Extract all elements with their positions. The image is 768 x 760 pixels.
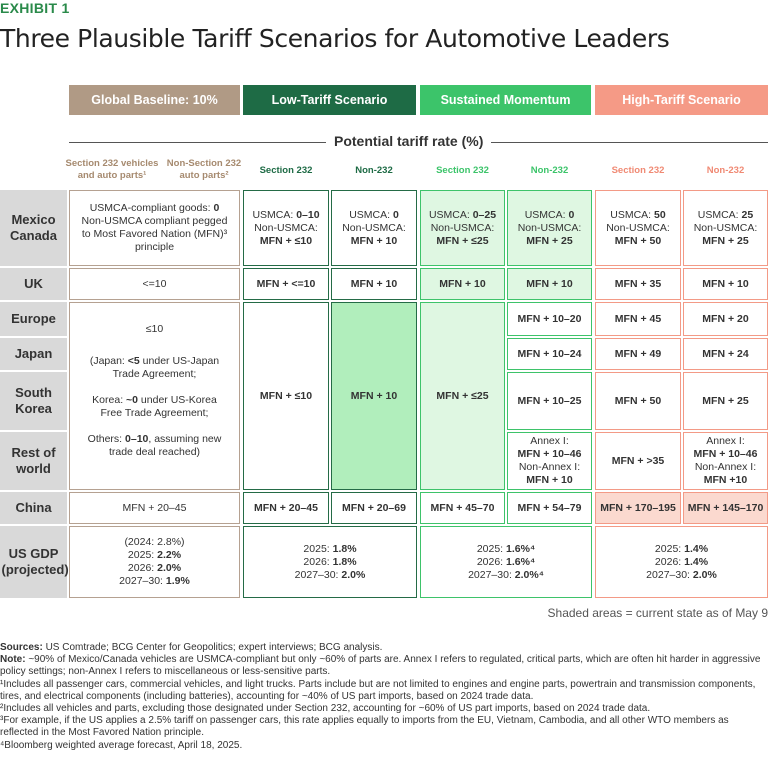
footnotes	[0, 642, 768, 752]
text: 2025:	[303, 542, 333, 555]
tariff-rate-heading: Potential tariff rate (%)	[326, 133, 491, 149]
sus-non232-china-cell: MFN + 54–79	[507, 492, 592, 524]
note-label: Note:	[0, 654, 26, 666]
text: 2027–30:	[119, 575, 166, 587]
row-label-mexico-canada	[0, 190, 67, 266]
line: Non-USMCA:	[430, 221, 495, 234]
sus-232-china-cell: MFN + 45–70	[420, 492, 505, 524]
low-232-uk-cell: MFN + <=10	[243, 268, 329, 300]
value: 1.9%	[165, 575, 190, 587]
value: MFN + 10–46	[517, 448, 582, 460]
text: 2027–30:	[468, 568, 515, 581]
gdp-2025	[477, 543, 535, 556]
text: USMCA:	[252, 208, 297, 221]
scenario-sustained-header: Sustained Momentum	[420, 85, 591, 115]
gdp-2025	[128, 549, 181, 562]
value: ~0	[126, 394, 139, 406]
high-non232-mexico-cell	[683, 190, 768, 266]
gdp-2027-30	[119, 575, 190, 588]
gdp-2027-30	[468, 569, 544, 582]
low-232-china-cell: MFN + 20–45	[243, 492, 329, 524]
low-non232-mexico-cell	[331, 190, 417, 266]
line: Non-USMCA:	[342, 221, 406, 234]
gdp-2026	[303, 556, 356, 569]
value: 50	[654, 208, 666, 221]
row-label-china: China	[0, 492, 67, 524]
text: USMCA:	[349, 208, 393, 221]
gdp-2026	[655, 556, 708, 569]
scenario-low-header: Low-Tariff Scenario	[243, 85, 416, 115]
sus-gdp-cell	[420, 526, 592, 598]
line: Non-Annex I:	[518, 461, 581, 473]
sus-non232-uk-cell: MFN + 10	[507, 268, 592, 300]
note-line	[0, 654, 768, 678]
value: 1.4%	[684, 555, 709, 568]
high-232-korea-cell: MFN + 50	[595, 372, 681, 430]
line: Non-USMCA:	[693, 221, 758, 234]
col-low-non232: Non-232	[355, 165, 393, 176]
line	[252, 209, 319, 222]
high-non232-korea-cell: MFN + 25	[683, 372, 768, 430]
high-232-europe-cell: MFN + 45	[595, 302, 681, 336]
text: (Japan:	[89, 355, 128, 367]
value: MFN + 50	[614, 234, 662, 247]
text: USMCA-compliant goods:	[89, 202, 214, 214]
row-label-uk: UK	[0, 268, 67, 300]
low-232-other-cell: MFN + ≤10	[243, 302, 329, 490]
text: USMCA:	[524, 208, 569, 221]
row-label-us-gdp	[0, 526, 67, 598]
value: MFN + 10	[526, 474, 573, 486]
sus-non232-korea-cell: MFN + 10–25	[507, 372, 592, 430]
text: 2025:	[127, 549, 158, 561]
high-non232-rest-cell	[683, 432, 768, 490]
text: 2026:	[127, 562, 158, 574]
gdp-2026	[128, 562, 181, 575]
text: USMCA:	[610, 208, 655, 221]
value: MFN + ≤25	[436, 234, 489, 247]
footnote-4: ⁴Bloomberg weighted average forecast, April 18, 2025.	[0, 739, 243, 751]
baseline-korea-note	[90, 394, 220, 420]
line	[349, 209, 399, 222]
text: 2027–30:	[646, 568, 693, 581]
row-label-rest-of-world	[0, 432, 67, 490]
baseline-gdp-cell	[69, 526, 240, 598]
exhibit-label: EXHIBIT 1	[0, 0, 70, 16]
line: Non-USMCA:	[606, 221, 670, 234]
value: 0	[392, 208, 399, 221]
baseline-mexico-line1	[90, 202, 220, 215]
text: , assuming new trade deal reached)	[108, 433, 222, 458]
value: 25	[741, 208, 754, 221]
value: 0	[568, 208, 575, 221]
line: Annex I:	[530, 435, 569, 447]
page-title: Three Plausible Tariff Scenarios for Automotive Leaders	[0, 24, 670, 53]
col-high-non232: Non-232	[706, 165, 745, 176]
text: under US-Japan Trade Agreement;	[112, 355, 220, 380]
col-high-232: Section 232	[611, 165, 665, 176]
high-232-rest-cell: MFN + >35	[595, 432, 681, 490]
row-label-text: South Korea	[15, 385, 52, 416]
col-sus-232: Section 232	[436, 165, 489, 176]
sources-label: Sources:	[0, 642, 43, 653]
text: 2026:	[654, 555, 685, 568]
value: 1.6%⁴	[506, 555, 536, 568]
text: Others:	[87, 433, 126, 445]
sus-non232-europe-cell: MFN + 10–20	[507, 302, 592, 336]
value: 1.8%	[332, 555, 357, 568]
value: 2.0%	[341, 568, 366, 581]
gdp-2027-30	[646, 569, 717, 582]
value: 2.0%⁴	[514, 568, 544, 581]
text: 2025:	[476, 542, 507, 555]
sus-232-uk-cell: MFN + 10	[420, 268, 505, 300]
high-232-uk-cell: MFN + 35	[595, 268, 681, 300]
text: under US-Korea Free Trade Agreement;	[100, 394, 217, 419]
low-232-mexico-cell	[243, 190, 329, 266]
low-non232-china-cell: MFN + 20–69	[331, 492, 417, 524]
value: 0–10	[296, 208, 320, 221]
line: Annex I:	[706, 435, 745, 447]
text: USMCA:	[428, 208, 473, 221]
shade-note: Shaded areas = current state as of May 9	[547, 606, 768, 620]
gdp-2024: (2024: 2.8%)	[124, 536, 185, 548]
value: 2.0%	[692, 568, 717, 581]
line	[525, 209, 575, 222]
value: 1.6%⁴	[506, 542, 536, 555]
col-sus-non232: Non-232	[530, 165, 569, 176]
value: 1.8%	[332, 542, 357, 555]
row-label-text: Mexico Canada	[10, 212, 57, 243]
value: MFN + ≤10	[259, 234, 313, 247]
text: Korea:	[92, 394, 127, 406]
value: MFN + 10–46	[693, 448, 758, 460]
baseline-mexico-cell	[69, 190, 240, 266]
low-non232-uk-cell: MFN + 10	[331, 268, 417, 300]
text: 2026:	[303, 555, 333, 568]
high-232-mexico-cell	[595, 190, 681, 266]
high-non232-japan-cell: MFN + 24	[683, 338, 768, 370]
high-non232-uk-cell: MFN + 10	[683, 268, 768, 300]
line: Non-USMCA:	[517, 221, 582, 234]
text: 2027–30:	[294, 568, 342, 581]
high-non232-china-cell: MFN + 145–170	[683, 492, 768, 524]
value: 1.4%	[684, 542, 709, 555]
scenario-high-header: High-Tariff Scenario	[595, 85, 768, 115]
footnote-1: ¹Includes all passenger cars, commercial vehicles, and light trucks. Parts include but are not limited to engines and engine parts, powertrain and transmission components, tires, and electrical components (including batteries), accounting for ~40% of US part imports, based on 2024 trade data.	[0, 678, 756, 702]
sus-232-other-cell: MFN + ≤25	[420, 302, 505, 490]
line	[610, 209, 665, 222]
baseline-other-cell	[69, 302, 240, 490]
high-232-japan-cell: MFN + 49	[595, 338, 681, 370]
baseline-mexico-line2: Non-USMCA compliant pegged to Most Favored Nation (MFN)³ principle	[81, 215, 228, 253]
baseline-china-cell: MFN + 20–45	[69, 492, 240, 524]
value: MFN + 25	[526, 234, 573, 247]
low-gdp-cell	[243, 526, 417, 598]
gdp-2025	[303, 543, 356, 556]
high-232-china-cell: MFN + 170–195	[595, 492, 681, 524]
row-label-europe: Europe	[0, 302, 67, 336]
sus-232-mexico-cell	[420, 190, 505, 266]
value: MFN + 25	[702, 234, 749, 247]
text: USMCA:	[697, 208, 742, 221]
sus-non232-mexico-cell	[507, 190, 592, 266]
value: <5	[127, 355, 140, 367]
sus-non232-japan-cell: MFN + 10–24	[507, 338, 592, 370]
row-label-south-korea	[0, 372, 67, 430]
baseline-other-top: ≤10	[145, 323, 164, 335]
text: 2026:	[476, 555, 507, 568]
line: Non-Annex I:	[694, 461, 757, 473]
gdp-2027-30	[295, 569, 366, 582]
baseline-others-note	[80, 433, 230, 459]
low-non232-other-cell: MFN + 10	[331, 302, 417, 490]
value: MFN + 10	[350, 234, 398, 247]
text: 2025:	[654, 542, 685, 555]
row-label-text: Rest of world	[11, 445, 56, 476]
line	[429, 209, 496, 222]
footnote-3: ³For example, if the US applies a 2.5% tariff on passenger cars, this rate applies equally to imports from the EU, Vietnam, Cambodia, and all other WTO members as reflected in the Most Favored Nation principle.	[0, 715, 729, 739]
note-text: ~90% of Mexico/Canada vehicles are USMCA-compliant but only ~60% of parts are. Annex I refers to regulated, critical parts, which are often hit harder in aggressive policy settings; non-Annex I refers to miscellaneous or less-sensitive parts.	[0, 654, 761, 678]
value: 0–10	[125, 433, 149, 445]
baseline-uk-cell: <=10	[69, 268, 240, 300]
line: Non-USMCA:	[254, 221, 318, 234]
scenario-baseline-header: Global Baseline: 10%	[69, 85, 240, 115]
value: 0–25	[472, 208, 497, 221]
col-base-non232: Non-Section 232 auto parts²	[166, 158, 242, 181]
value: 2.0%	[157, 562, 182, 574]
col-low-232: Section 232	[259, 165, 313, 176]
value: 2.2%	[157, 549, 182, 561]
baseline-japan-note	[90, 355, 220, 381]
gdp-2026	[477, 556, 535, 569]
col-base-232: Section 232 vehicles and auto parts¹	[65, 158, 159, 181]
row-label-japan: Japan	[0, 338, 67, 370]
row-label-text: US GDP (projected)	[1, 546, 69, 577]
line	[698, 209, 753, 222]
sources-line	[0, 642, 768, 654]
sources-text: US Comtrade; BCG Center for Geopolitics; expert interviews; BCG analysis.	[42, 642, 383, 653]
high-gdp-cell	[595, 526, 768, 598]
high-non232-europe-cell: MFN + 20	[683, 302, 768, 336]
sus-non232-rest-cell	[507, 432, 592, 490]
value: 0	[213, 202, 220, 214]
value: MFN +10	[703, 474, 748, 486]
footnote-2: ²Includes all vehicles and parts, excluding those designated under Section 232, accounting for ~60% of US part imports, based on 2024 trade data.	[0, 703, 651, 715]
gdp-2025	[655, 543, 708, 556]
